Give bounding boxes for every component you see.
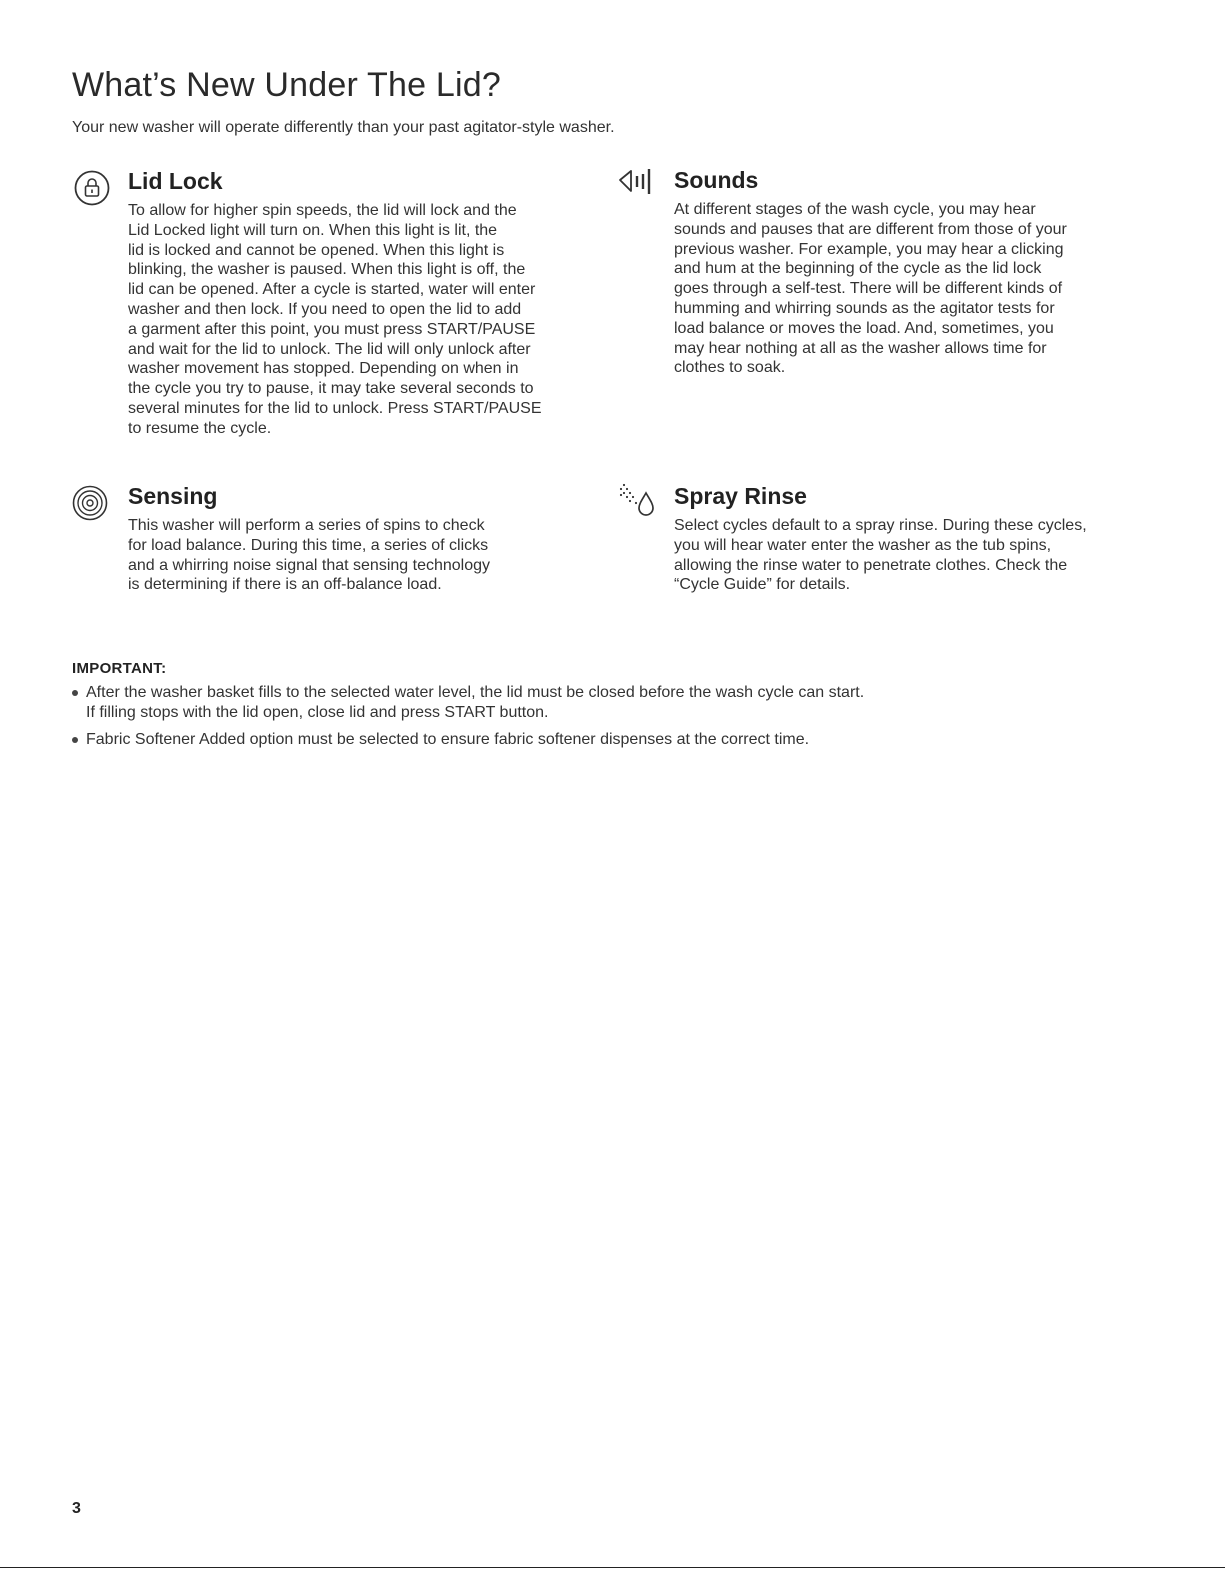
sensing-body: This washer will perform a series of spins to check for load balance. During this time, a series of clicks and a whirring noise signal that sensing technology is determining if there is an off-balance load.: [128, 517, 491, 594]
sounds-heading: Sounds: [674, 167, 759, 193]
footer-rule: [0, 1567, 1225, 1568]
lock-icon: [72, 168, 116, 217]
important-list: [72, 683, 1172, 750]
spray-rinse-body: Select cycles default to a spray rinse. During these cycles, you will hear water enter the washer as the tub spins, allowing the rinse water to penetrate clothes. Check the “Cycle Guide” for details.: [674, 517, 1087, 594]
water-drop-icon: [618, 483, 662, 528]
lid-lock-body: To allow for higher spin speeds, the lid will lock and the Lid Locked light will turn on. When this light is lit, the lid is locked and cannot be opened. When this light is blinking, the washer is paused. When this light is off, the lid can be opened. After a cycle is started, water will enter washer and then lock. If you need to open the lid to add a garment after this point, you must press START/PAUSE and wait for the lid to unlock. The lid will only unlock after washer movement has stopped. Depending on when in the cycle you try to pause, it may take several seconds to several minutes for the lid to unlock. Press START/PAUSE to resume the cycle.: [128, 202, 542, 437]
list-item: [72, 730, 1172, 750]
important-notes: [72, 660, 1172, 757]
bullet-icon: [72, 690, 78, 696]
page-subtitle: Your new washer will operate differently than your past agitator-style washer.: [72, 119, 615, 136]
important-heading: IMPORTANT:: [72, 660, 167, 677]
important-item-text: Fabric Softener Added option must be selected to ensure fabric softener dispenses at the correct time.: [86, 731, 810, 748]
page-number: 3: [72, 1500, 81, 1517]
page-title: What’s New Under The Lid?: [72, 66, 501, 104]
list-item: [72, 683, 1172, 723]
sensing-heading: Sensing: [128, 483, 218, 509]
sensing-icon: [72, 483, 116, 532]
bullet-icon: [72, 737, 78, 743]
spray-rinse-heading: Spray Rinse: [674, 483, 807, 509]
lid-lock-heading: Lid Lock: [128, 168, 223, 194]
important-item-text: After the washer basket fills to the selected water level, the lid must be closed before the wash cycle can start. If filling stops with the lid open, close lid and press START button.: [86, 684, 865, 721]
sounds-body: At different stages of the wash cycle, you may hear sounds and pauses that are different from those of your previous washer. For example, you may hear a clicking and hum at the beginning of the cycle as the lid lock goes through a self-test. There will be different kinds of humming and whirring sounds as the agitator tests for load balance or moves the load. And, sometimes, you may hear nothing at all as the washer allows time for clothes to soak.: [674, 201, 1067, 377]
speaker-icon: [618, 167, 662, 202]
